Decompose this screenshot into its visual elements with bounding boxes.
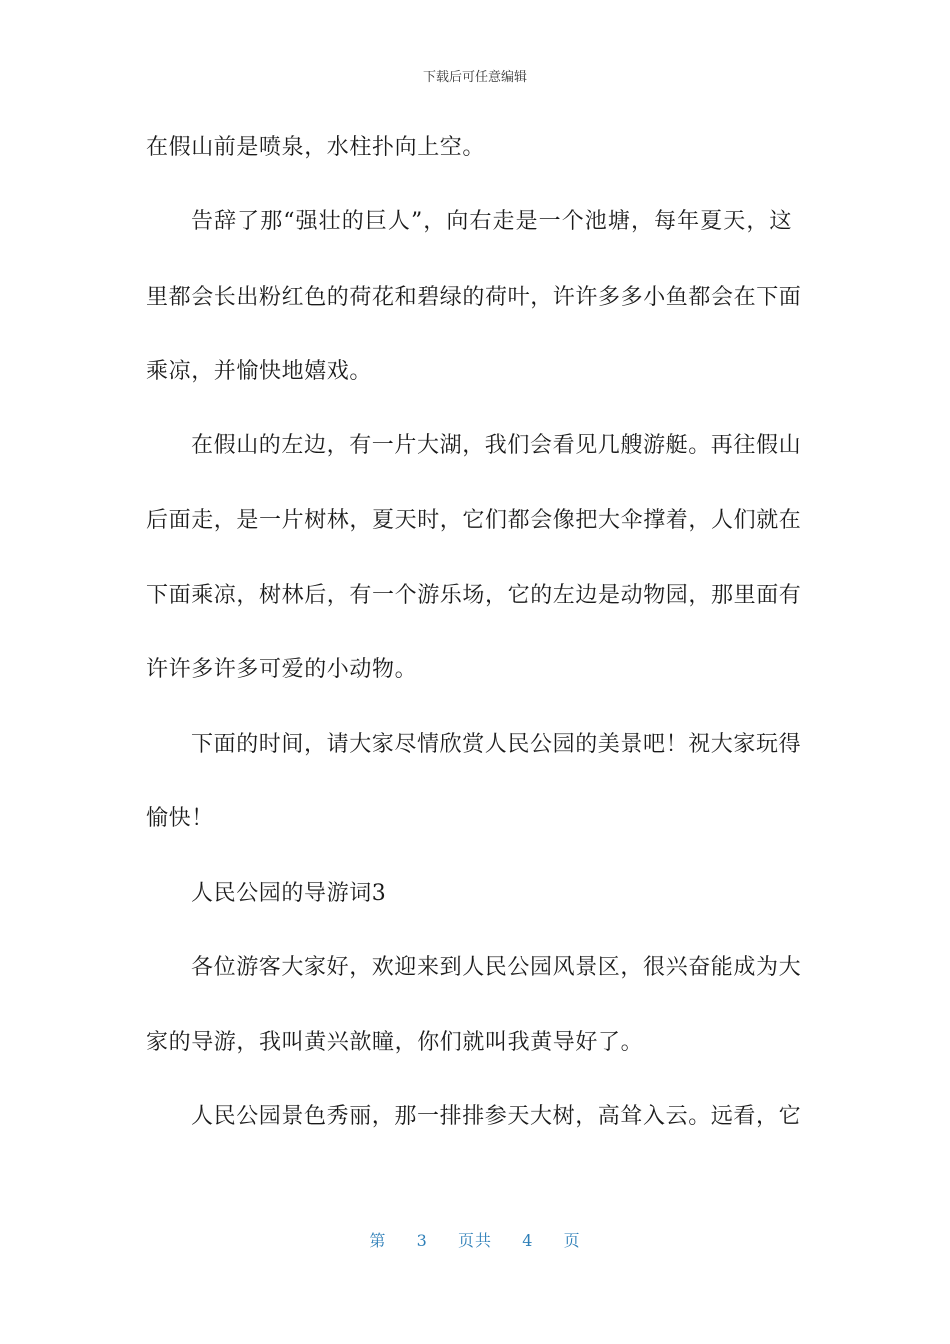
text-line: 里都会长出粉红色的荷花和碧绿的荷叶，许许多多小鱼都会在下面 <box>146 285 802 310</box>
text-line: 下面乘凉，树林后，有一个游乐场，它的左边是动物园，那里面有 <box>146 583 802 608</box>
text-line: 告辞了那“强壮的巨人”，向右走是一个池塘，每年夏天，这 <box>191 209 792 234</box>
section-heading: 人民公园的导游词3 <box>191 881 387 906</box>
text-line: 后面走，是一片树林，夏天时，它们都会像把大伞撑着，人们就在 <box>146 508 802 533</box>
text-line: 家的导游，我叫黄兴歆瞳，你们就叫我黄导好了。 <box>146 1030 644 1055</box>
text-line: 在假山前是喷泉，水柱扑向上空。 <box>146 135 486 160</box>
page-header: 下载后可任意编辑 <box>422 70 527 85</box>
text-line: 人民公园景色秀丽，那一排排参天大树，高耸入云。远看，它 <box>191 1104 802 1129</box>
footer-end-label: 页 <box>563 1231 581 1250</box>
text-line: 乘凉，并愉快地嬉戏。 <box>146 359 373 384</box>
text-line: 下面的时间，请大家尽情欣赏人民公园的美景吧！祝大家玩得 <box>191 732 802 757</box>
text-line: 在假山的左边，有一片大湖，我们会看见几艘游艇。再往假山 <box>191 433 802 458</box>
page-footer <box>0 1228 950 1251</box>
footer-total-pages: 4 <box>522 1231 534 1250</box>
text-line: 愉快！ <box>146 806 214 831</box>
footer-page-label: 第 <box>369 1231 387 1250</box>
footer-current-page: 3 <box>416 1231 428 1250</box>
text-line: 各位游客大家好，欢迎来到人民公园风景区，很兴奋能成为大 <box>191 955 802 980</box>
footer-middle-label: 页共 <box>457 1231 492 1250</box>
text-line: 许许多许多可爱的小动物。 <box>146 657 418 682</box>
